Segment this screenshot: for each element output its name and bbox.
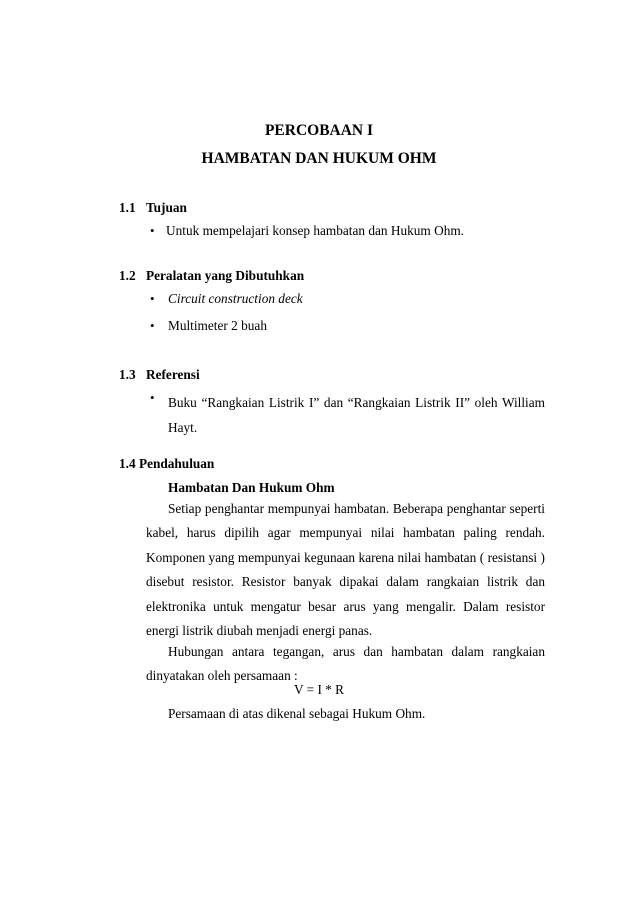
referensi-item: Buku “Rangkaian Listrik I” dan “Rangkaian Listrik II” oleh William Hayt.: [168, 395, 545, 435]
page-subtitle: HAMBATAN DAN HUKUM OHM: [201, 150, 437, 167]
bullet-icon: •: [150, 390, 155, 405]
section-heading-peralatan: Peralatan yang Dibutuhkan: [146, 268, 305, 283]
bullet-icon: •: [150, 318, 155, 333]
section-heading-tujuan: Tujuan: [146, 200, 187, 215]
bullet-icon: •: [150, 291, 155, 306]
equation-ohm: V = I * R: [293, 682, 345, 697]
section-heading-referensi: Referensi: [146, 367, 200, 382]
paragraph-pendahuluan-3: Persamaan di atas dikenal sebagai Hukum Ohm.: [168, 706, 426, 721]
peralatan-item-multimeter: Multimeter 2 buah: [168, 318, 267, 333]
paragraph-pendahuluan-1: Setiap penghantar mempunyai hambatan. Beberapa penghantar seperti kabel, harus dipilih agar mempunyai nilai hambatan paling rendah. Komponen yang mempunyai kegunaan karena nilai hambatan ( resistansi ) disebut resistor. Resistor banyak dipakai dalam rangkaian listrik dan elektronika untuk mengatur besar arus yang mengalir. Dalam resistor energi listrik diubah menjadi energi panas.: [146, 501, 545, 639]
tujuan-item: Untuk mempelajari konsep hambatan dan Hukum Ohm.: [166, 223, 465, 238]
subheading-hambatan: Hambatan Dan Hukum Ohm: [168, 480, 335, 495]
peralatan-item-deck: Circuit construction deck: [168, 291, 303, 306]
section-number-1-2: 1.2: [119, 268, 136, 283]
section-number-1-3: 1.3: [119, 367, 136, 382]
page-title: PERCOBAAN I: [264, 122, 374, 139]
paragraph-pendahuluan-2: Hubungan antara tegangan, arus dan hambatan dalam rangkaian dinyatakan oleh persamaan :: [146, 644, 545, 684]
section-heading-pendahuluan: 1.4 Pendahuluan: [119, 456, 215, 471]
section-number-1-1: 1.1: [119, 200, 136, 215]
bullet-icon: •: [150, 223, 155, 238]
